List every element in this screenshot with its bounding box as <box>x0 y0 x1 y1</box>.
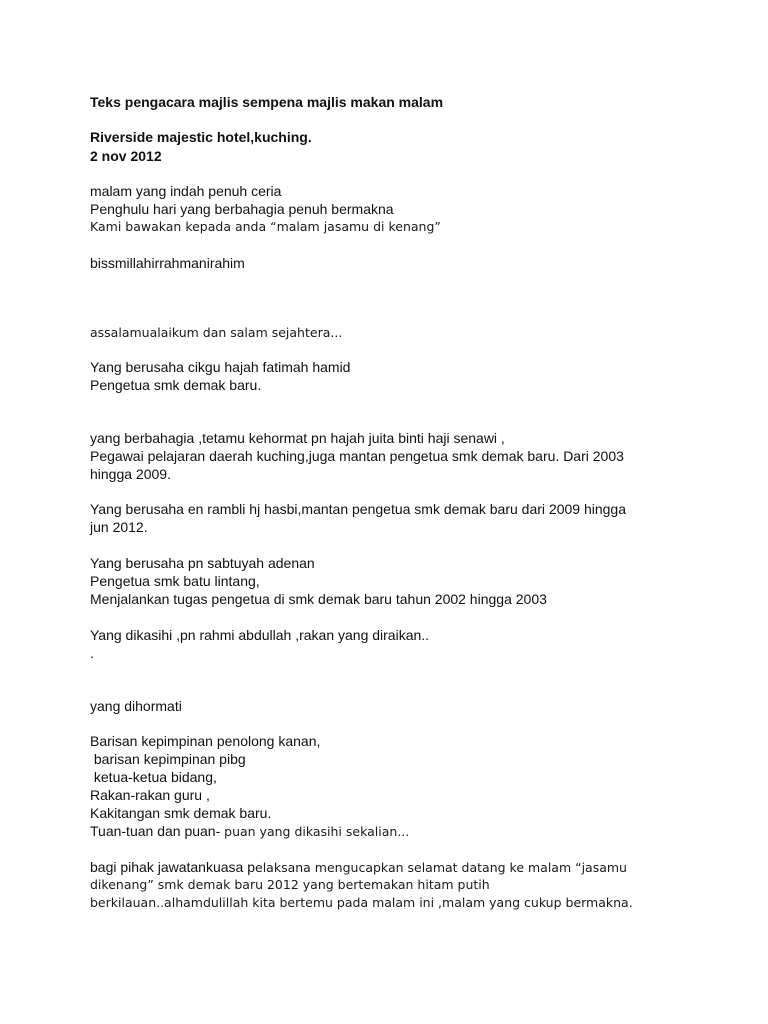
guest-line: Yang dikasihi ,pn rahmi abdullah ,rakan yang diraikan.. <box>90 627 430 643</box>
guest-line: hingga 2009. <box>90 466 171 482</box>
welcome-line: berkilauan..alhamdulillah kita bertemu pada malam ini ,malam yang cukup bermakna. <box>90 895 633 910</box>
guest-line: yang berbahagia ,tetamu kehormat pn hajah juita binti haji senawi , <box>90 430 505 446</box>
opening-line: malam yang indah penuh ceria <box>90 183 282 199</box>
guest-line: Yang berusaha pn sabtuyah adenan <box>90 555 315 571</box>
guest-line: Pegawai pelajaran daerah kuching,juga mantan pengetua smk demak baru. Dari 2003 <box>90 448 624 464</box>
respected-item: Kakitangan smk demak baru. <box>90 805 272 821</box>
welcome-line <box>90 858 627 877</box>
welcome-line-part: elaksana mengucapkan selamat datang ke malam “jasamu <box>255 860 627 875</box>
guest-line: jun 2012. <box>90 519 148 535</box>
guest-line: Yang berusaha en rambli hj hasbi,mantan pengetua smk demak baru dari 2009 hingga <box>90 501 626 517</box>
basmalah-line: bissmillahirrahmanirahim <box>90 255 245 271</box>
guest-line: Menjalankan tugas pengetua di smk demak baru tahun 2002 hingga 2003 <box>90 591 547 607</box>
date-line: 2 nov 2012 <box>90 148 162 164</box>
guest-line: Yang berusaha cikgu hajah fatimah hamid <box>90 359 351 375</box>
closing-line <box>90 822 409 841</box>
closing-line-part: puan yang dikasihi sekalian... <box>224 824 410 839</box>
respected-item: Rakan-rakan guru , <box>90 787 210 803</box>
welcome-line-part: bagi pihak jawatankuasa p <box>90 859 256 875</box>
respected-heading: yang dihormati <box>90 698 182 714</box>
guest-line: . <box>90 645 94 661</box>
opening-line: Kami bawakan kepada anda “malam jasamu di kenang” <box>90 219 441 234</box>
respected-item: ketua-ketua bidang, <box>90 769 217 785</box>
document-title: Teks pengacara majlis sempena majlis makan malam <box>90 94 444 110</box>
guest-line: Pengetua smk demak baru. <box>90 377 262 393</box>
venue-line: Riverside majestic hotel,kuching. <box>90 129 312 145</box>
respected-item: barisan kepimpinan pibg <box>90 751 246 767</box>
welcome-line: dikenang” smk demak baru 2012 yang bertemakan hitam putih <box>90 877 490 892</box>
respected-item: Barisan kepimpinan penolong kanan, <box>90 733 321 749</box>
closing-line-part: Tuan-tuan dan puan- <box>90 823 225 839</box>
greeting-line: assalamualaikum dan salam sejahtera... <box>90 325 343 340</box>
guest-line: Pengetua smk batu lintang, <box>90 573 260 589</box>
opening-line: Penghulu hari yang berbahagia penuh bermakna <box>90 201 394 217</box>
